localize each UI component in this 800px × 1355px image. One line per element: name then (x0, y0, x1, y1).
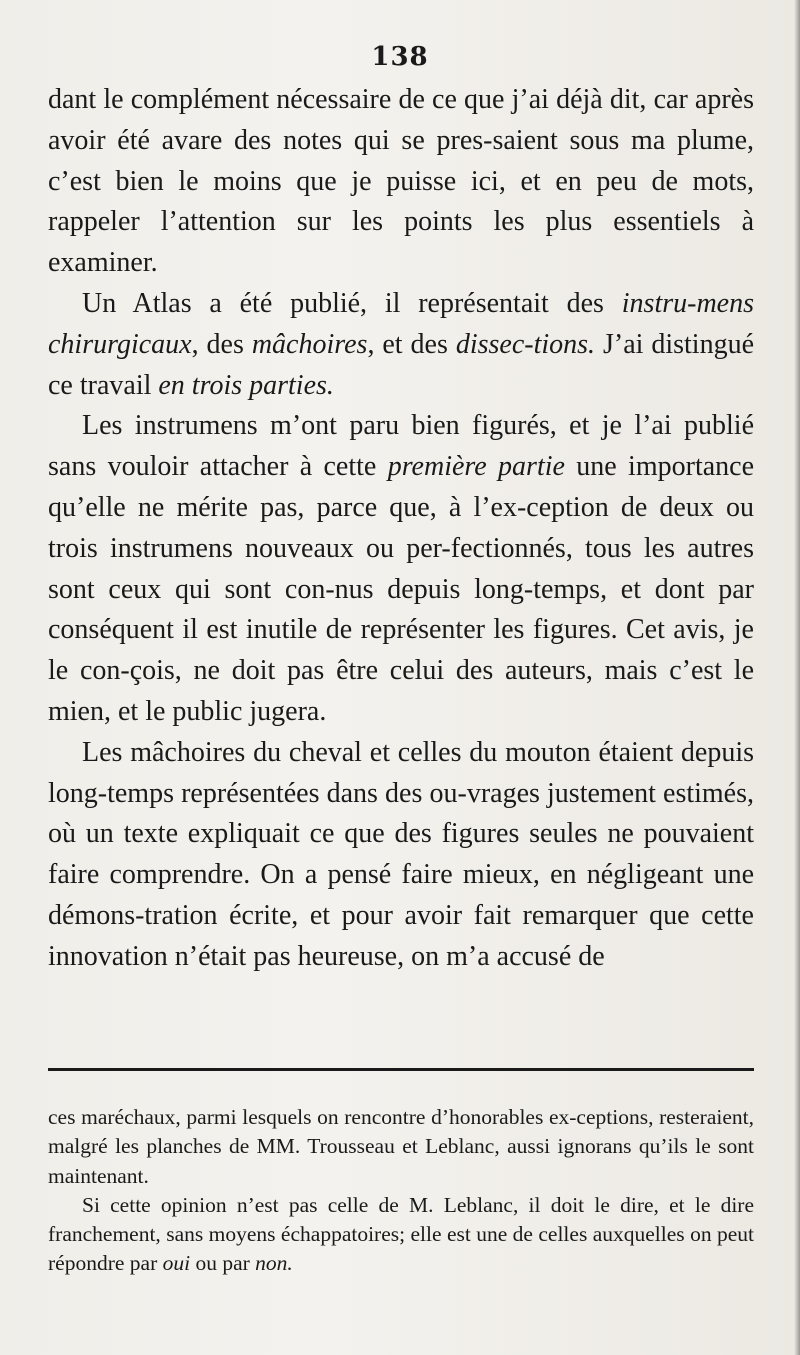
paragraph (48, 733, 754, 978)
text-run: Un Atlas a été publié, il représentait des (82, 287, 622, 319)
italic-text: mâchoires (251, 328, 368, 360)
text-run: , et des (367, 328, 456, 360)
footnote-divider (48, 1068, 754, 1071)
text-run: une importance qu’elle ne mérite pas, parce que, à l’ex-ception de deux ou trois instrumens nouveaux ou per-fectionnés, tous les autres sont ceux qui sont con-nus depuis long-temps, et dont par conséquent il est inutile de représenter les figures. Cet avis, je le con-çois, ne doit pas être celui des auteurs, mais c’est le mien, et le public jugera. (48, 451, 755, 727)
italic-text: première partie (387, 451, 565, 483)
text-run: J’ai distingué ce travail (48, 328, 755, 401)
page-number: 138 (371, 42, 429, 72)
italic-text: dissec-tions. (455, 328, 596, 360)
text-run: Si cette opinion n’est pas celle de M. Leblanc, il doit le dire, et le dire franchement, sans moyens échappatoires; elle est une de celles auxquelles on peut répondre par (48, 1192, 754, 1276)
text-run: , des (191, 328, 252, 360)
italic-text: non. (255, 1251, 293, 1276)
paragraph (48, 284, 754, 406)
italic-text: en trois parties. (158, 369, 334, 401)
italic-text: oui (162, 1251, 191, 1276)
text-run: ces maréchaux, parmi lesquels on rencontre d’honorables ex-ceptions, resteraient, malgré les planches de MM. Trousseau et Leblanc, aussi ignorans qu’ils le sont maintenant. (48, 1105, 754, 1188)
footnotes (48, 1103, 754, 1279)
text-run: Les instrumens m’ont paru bien figurés, et je l’ai publié sans vouloir attacher à cette (48, 410, 754, 483)
footnote-paragraph (48, 1103, 754, 1191)
footnote-paragraph (48, 1191, 754, 1279)
main-text (48, 80, 754, 978)
paragraph (48, 80, 754, 284)
italic-text: instru-mens chirurgicaux (48, 287, 754, 360)
text-run: Les mâchoires du cheval et celles du mouton étaient depuis long-temps représentées dans des ou-vrages justement estimés, où un texte expliquait ce que des figures seules ne pouvaient faire comprendre. On a pensé faire mieux, en négligeant une démons-tration écrite, et pour avoir fait remarquer que cette innovation n’était pas heureuse, on m’a accusé de (48, 736, 754, 972)
paragraph (48, 406, 754, 732)
text-run: dant le complément nécessaire de ce que j’ai déjà dit, car après avoir été avare des notes qui se pres-saient sous ma plume, c’est bien le moins que je puisse ici, et en peu de mots, rappeler l’attention sur les points les plus essentiels à examiner. (48, 84, 754, 279)
text-run: ou par (190, 1251, 256, 1276)
